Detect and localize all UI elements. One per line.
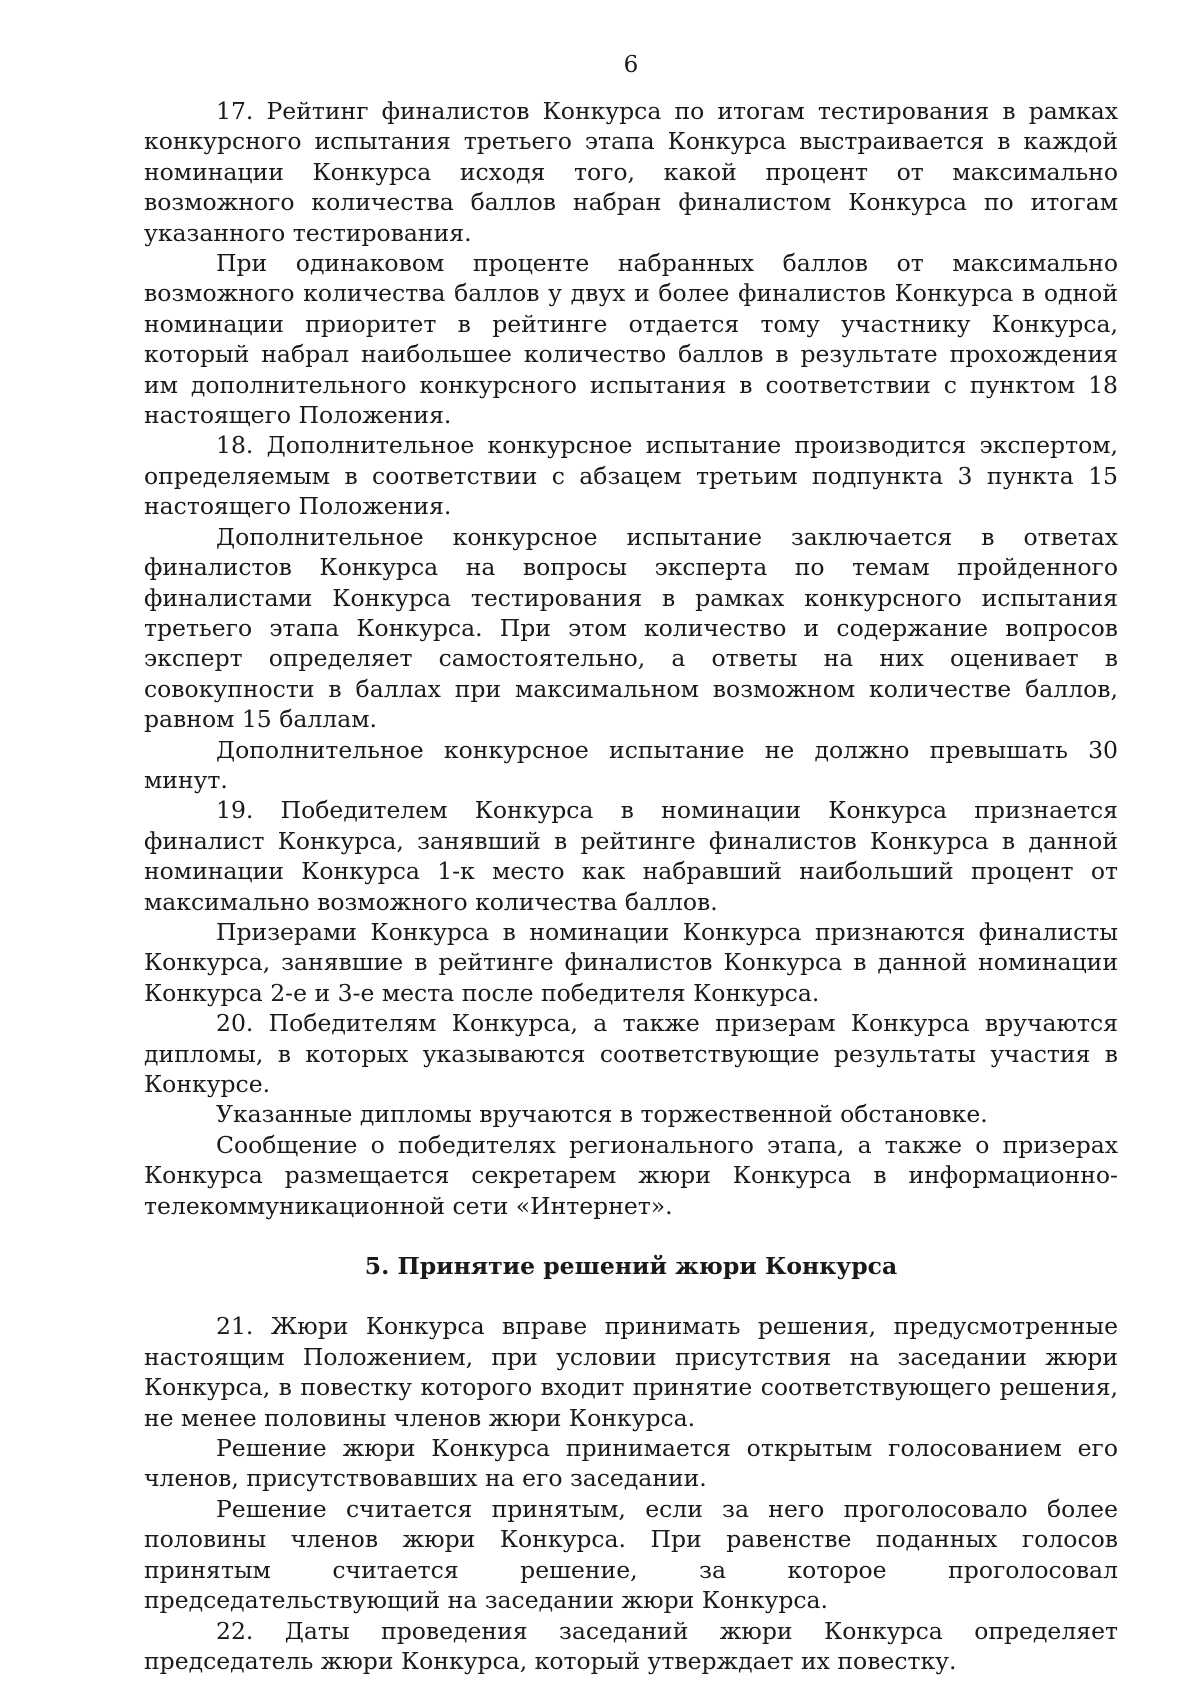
paragraph-19-prizewinners: Призерами Конкурса в номинации Конкурса признаются финалисты Конкурса, занявшие в рейтинге финалистов Конкурса в данной номинации Конкурса 2-е и 3-е места после победителя Конкурса. (144, 917, 1118, 1007)
paragraph-20-ceremony: Указанные дипломы вручаются в торжественной обстановке. (216, 1100, 988, 1129)
document-page (144, 50, 1118, 1676)
paragraph-21: 21. Жюри Конкурса вправе принимать решения, предусмотренные настоящим Положением, при условии присутствия на заседании жюри Конкурса, в повестку которого входит принятие соответствующего решения, не менее половины членов жюри Конкурса. (144, 1312, 1118, 1432)
page-number: 6 (623, 52, 639, 78)
paragraph-17-tiebreak: При одинаковом проценте набранных баллов от максимально возможного количества баллов у двух и более финалистов Конкурса в одной номинации приоритет в рейтинге отдается тому участнику Конкурса, который набрал наибольшее количество баллов в результате прохождения им дополнительного конкурсного испытания в соответствии с пунктом 18 настоящего Положения. (144, 249, 1118, 430)
paragraph-18-details: Дополнительное конкурсное испытание заключается в ответах финалистов Конкурса на вопросы эксперта по темам пройденного финалистами Конкурса тестирования в рамках конкурсного испытания третьего этапа Конкурса. При этом количество и содержание вопросов эксперт определяет самостоятельно, а ответы на них оценивает в совокупности в баллах при максимальном возможном количестве баллов, равном 15 баллам. (144, 522, 1118, 734)
paragraph-22: 22. Даты проведения заседаний жюри Конкурса определяет председатель жюри Конкурса, который утверждает их повестку. (144, 1616, 1118, 1675)
paragraph-17: 17. Рейтинг финалистов Конкурса по итогам тестирования в рамках конкурсного испытания третьего этапа Конкурса выстраивается в каждой номинации Конкурса исходя того, какой процент от максимально возможного количества баллов набран финалистом Конкурса по итогам указанного тестирования. (144, 97, 1118, 247)
paragraph-18-duration: Дополнительное конкурсное испытание не должно превышать 30 минут. (144, 735, 1118, 794)
section-heading: 5. Принятие решений жюри Конкурса (364, 1252, 898, 1281)
paragraph-19: 19. Победителем Конкурса в номинации Конкурса признается финалист Конкурса, занявший в рейтинге финалистов Конкурса в данной номинации Конкурса 1-к место как набравший наибольший процент от максимально возможного количества баллов. (144, 796, 1118, 916)
paragraph-21-majority: Решение считается принятым, если за него проголосовало более половины членов жюри Конкурса. При равенстве поданных голосов принятым считается решение, за которое проголосовал председательствующий на заседании жюри Конкурса. (144, 1494, 1118, 1615)
paragraph-20: 20. Победителям Конкурса, а также призерам Конкурса вручаются дипломы, в которых указываются соответствующие результаты участия в Конкурсе. (144, 1009, 1118, 1098)
paragraph-18: 18. Дополнительное конкурсное испытание производится экспертом, определяемым в соответствии с абзацем третьим подпункта 3 пункта 15 настоящего Положения. (144, 431, 1118, 521)
paragraph-21-voting: Решение жюри Конкурса принимается открытым голосованием его членов, присутствовавших на его заседании. (144, 1434, 1118, 1493)
paragraph-20-announcement: Сообщение о победителях регионального этапа, а также о призерах Конкурса размещается секретарем жюри Конкурса в информационно-телекоммуникационной сети «Интернет». (144, 1130, 1118, 1220)
